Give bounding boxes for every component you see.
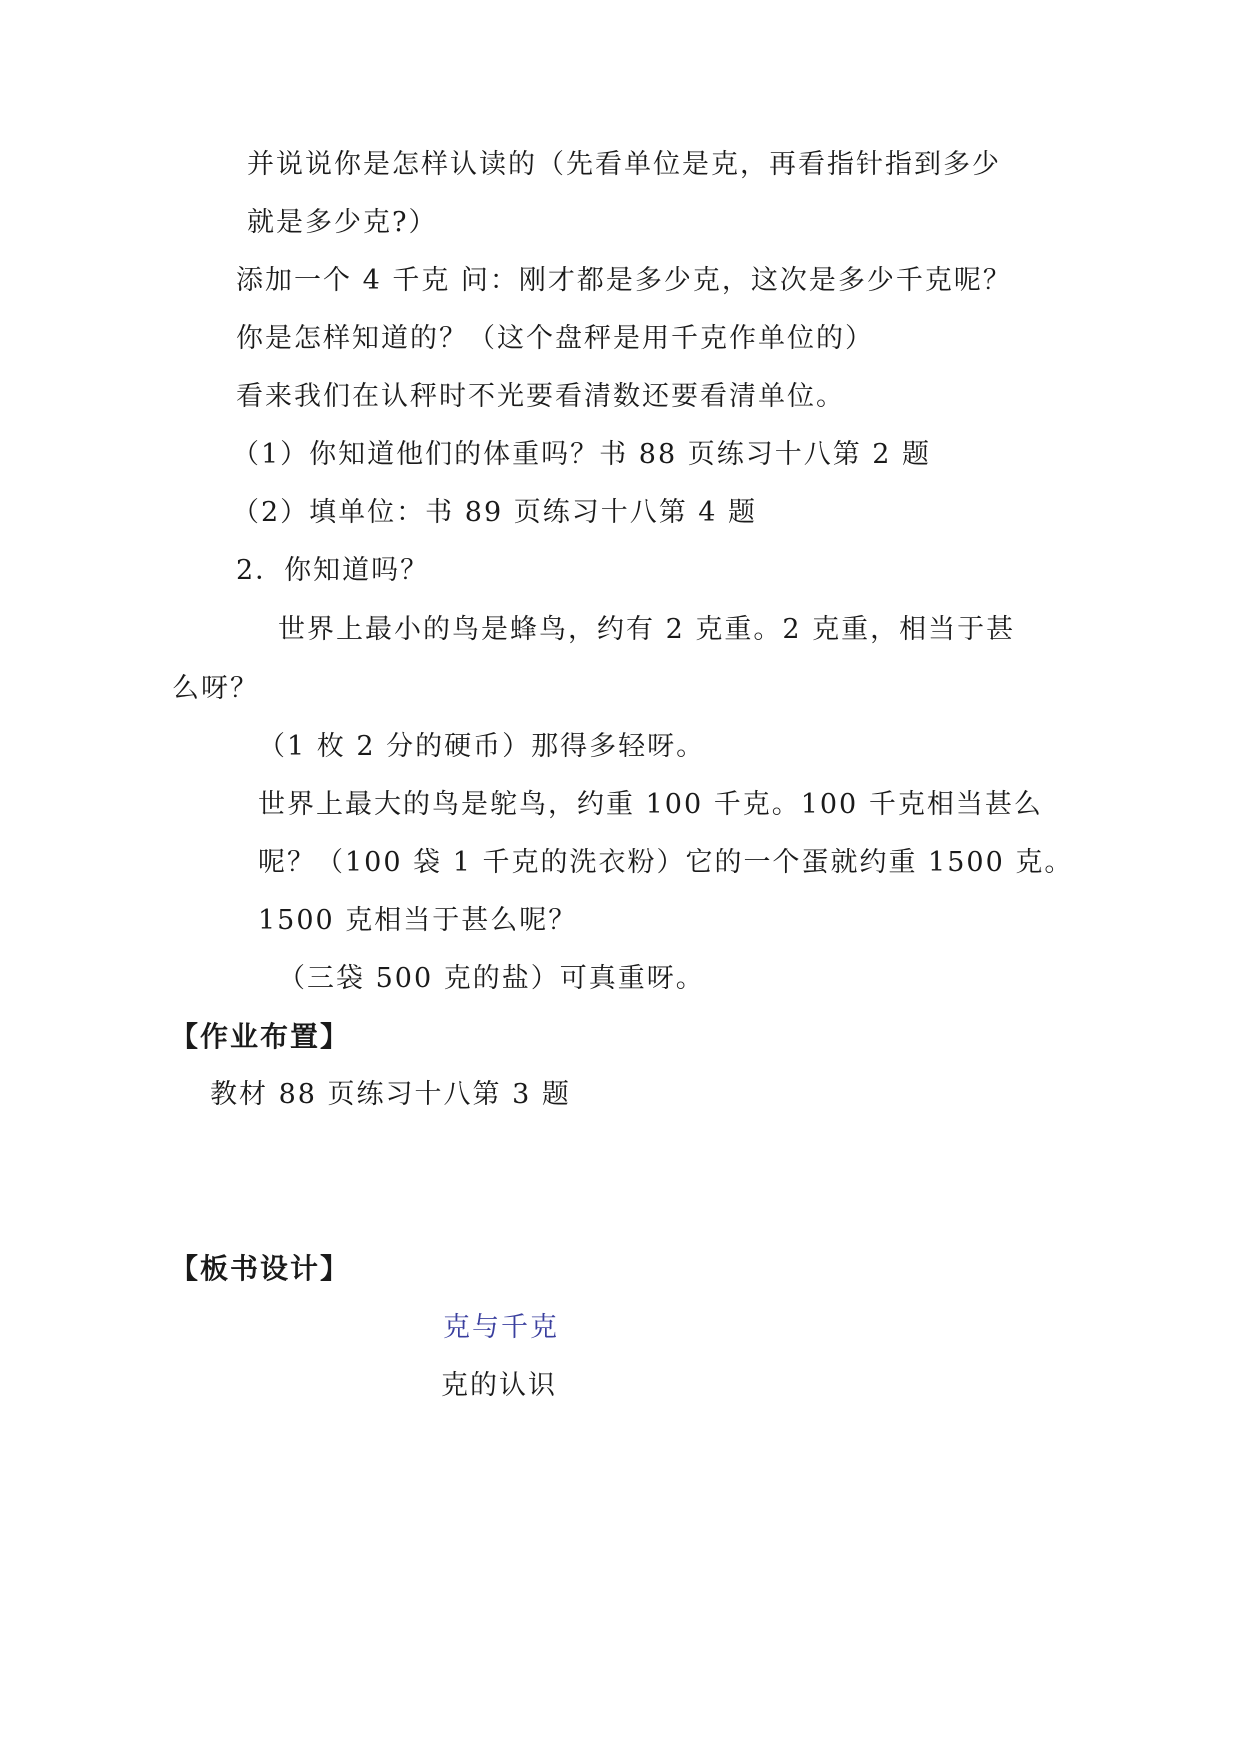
text-line-6: （1）你知道他们的体重吗？书 88 页练习十八第 2 题: [232, 439, 932, 470]
text-line-3: 添加一个 4 千克 问：刚才都是多少克，这次是多少千克呢？: [236, 265, 1012, 296]
board-title: 克与千克: [443, 1312, 559, 1343]
text-line-1: 并说说你是怎样认读的（先看单位是克，再看指针指到多少: [247, 149, 1001, 180]
text-line-14: 1500 克相当于甚么呢？: [258, 905, 578, 936]
text-line-5: 看来我们在认秤时不光要看清数还要看清单位。: [236, 381, 845, 412]
text-line-15: （三袋 500 克的盐）可真重呀。: [278, 963, 705, 994]
text-line-9: 世界上最小的鸟是蜂鸟，约有 2 克重。2 克重，相当于甚: [278, 614, 1016, 645]
text-line-4: 你是怎样知道的？（这个盘秤是用千克作单位的）: [236, 323, 874, 354]
board-subtitle: 克的认识: [441, 1370, 557, 1401]
text-line-8: 2．你知道吗？: [236, 555, 430, 586]
text-line-11: （1 枚 2 分的硬币）那得多轻呀。: [258, 731, 706, 762]
text-line-2: 就是多少克?）: [247, 207, 438, 238]
text-line-7: （2）填单位：书 89 页练习十八第 4 题: [232, 497, 758, 528]
text-line-10: 么呀？: [172, 673, 259, 704]
board-heading: 【板书设计】: [170, 1252, 351, 1285]
homework-text: 教材 88 页练习十八第 3 题: [210, 1079, 571, 1110]
homework-heading: 【作业布置】: [170, 1020, 351, 1053]
text-line-12: 世界上最大的鸟是鸵鸟，约重 100 千克。100 千克相当甚么: [258, 789, 1043, 820]
text-line-13: 呢？（100 袋 1 千克的洗衣粉）它的一个蛋就约重 1500 克。: [258, 847, 1074, 878]
